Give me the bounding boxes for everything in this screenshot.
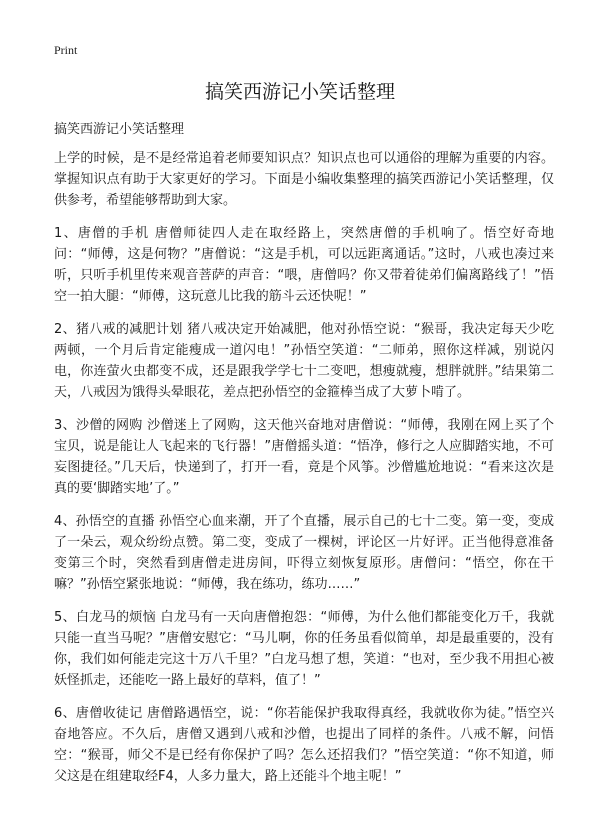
joke-paragraph-6: 6、唐僧收徒记 唐僧路遇悟空，说：“你若能保护我取得真经，我就收你为徒。”悟空兴奋地答应。不久后，唐僧又遇到八戒和沙僧，也提出了同样的条件。八戒不解，问悟空：“猴哥，师父不是已经有你保护了吗？怎么还招我们？”悟空笑道：“你不知道，师父这是在组建取经F4，人多力量大，路上还能斗个地主呢！”: [54, 706, 554, 784]
page-title: 搞笑西游记小笑话整理: [204, 81, 395, 103]
article-body: [54, 148, 554, 799]
print-link[interactable]: Print: [54, 43, 78, 57]
joke-paragraph-1: 1、唐僧的手机 唐僧师徒四人走在取经路上，突然唐僧的手机响了。悟空好奇地问：“师傅，这是何物？”唐僧说：“这是手机，可以远距离通话。”这时，八戒也凑过来听，只听手机里传来观音菩萨的声音：“喂，唐僧吗？你又带着徒弟们偏离路线了！”悟空一拍大腿：“师傅，这玩意儿比我的筋斗云还快呢！”: [54, 226, 554, 304]
joke-paragraph-3: 3、沙僧的网购 沙僧迷上了网购，这天他兴奋地对唐僧说：“师傅，我刚在网上买了个宝贝，说是能让人飞起来的飞行器！”唐僧摇头道：“悟净，修行之人应脚踏实地，不可妄图捷径。”几天后，快递到了，打开一看，竟是个风筝。沙僧尴尬地说：“看来这次是真的要‘脚踏实地’了。”: [54, 418, 554, 496]
joke-paragraph-4: 4、孙悟空的直播 孙悟空心血来潮，开了个直播，展示自己的七十二变。第一变，变成了一朵云，观众纷纷点赞。第二变，变成了一棵树，评论区一片好评。正当他得意准备变第三个时，突然看到唐僧走进房间，吓得立刻恢复原形。唐僧问：“悟空，你在干嘛？”孙悟空紧张地说：“师傅，我在练功，练功……”: [54, 514, 554, 592]
intro-paragraph: 上学的时候，是不是经常追着老师要知识点？知识点也可以通俗的理解为重要的内容。掌握知识点有助于大家更好的学习。下面是小编收集整理的搞笑西游记小笑话整理，仅供参考，希望能够帮助到大家。: [54, 151, 554, 208]
joke-paragraph-2: 2、猪八戒的减肥计划 猪八戒决定开始减肥，他对孙悟空说：“猴哥，我决定每天少吃两顿，一个月后肯定能瘦成一道闪电！”孙悟空笑道：“二师弟，照你这样减，别说闪电，你连萤火虫都变不成，还是跟我学学七十二变吧，想瘦就瘦，想胖就胖。”结果第二天，八戒因为饿得头晕眼花，差点把孙悟空的金箍棒当成了大萝卜啃了。: [54, 322, 554, 400]
joke-paragraph-5: 5、白龙马的烦恼 白龙马有一天向唐僧抱怨：“师傅，为什么他们都能变化万千，我就只能一直当马呢？”唐僧安慰它：“马儿啊，你的任务虽看似简单，却是最重要的，没有你，我们如何能走完这十万八千里？”白龙马想了想，笑道：“也对，至少我不用担心被妖怪抓走，还能吃一路上最好的草料，值了！”: [54, 610, 554, 688]
document-subtitle: 搞笑西游记小笑话整理: [54, 122, 185, 137]
